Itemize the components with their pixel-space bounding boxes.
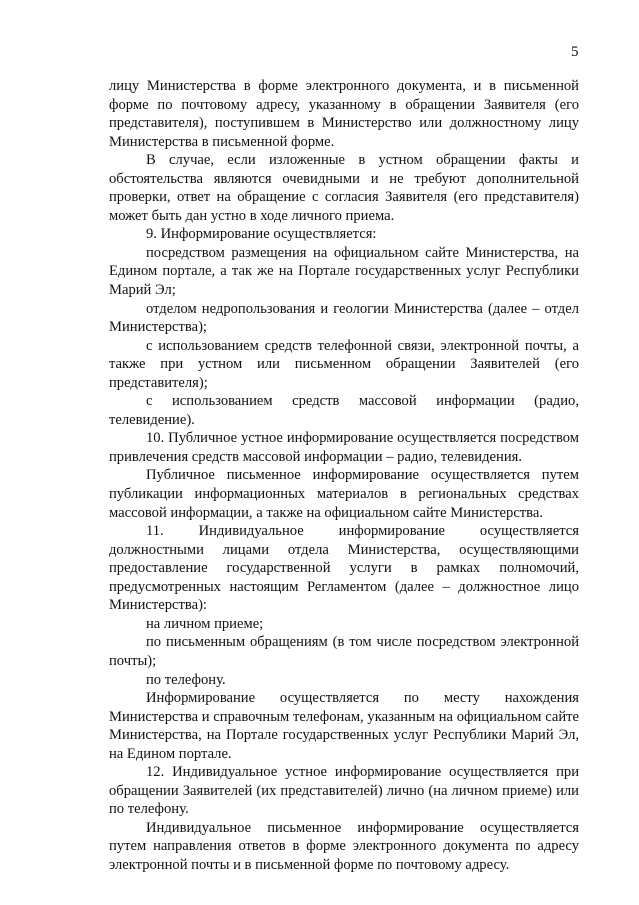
paragraph: 11. Индивидуальное информирование осуществляется должностными лицами отдела Министерства, осуществляющими предоставление государственной услуги в рамках полномочий, предусмотренных настоящим Регламентом (далее – должностное лицо Министерства):: [109, 523, 579, 614]
document-body: [109, 77, 579, 875]
paragraph: посредством размещения на официальном сайте Министерства, на Едином портале, а так же на Портале государственных услуг Республики Марий Эл;: [109, 244, 579, 299]
paragraph: 12. Индивидуальное устное информирование осуществляется при обращении Заявителей (их представителей) лично (на личном приеме) или по телефону.: [109, 764, 579, 818]
paragraph: с использованием средств массовой информации (радио, телевидение).: [109, 393, 579, 428]
paragraph: 10. Публичное устное информирование осуществляется посредством привлечения средств массовой информации – радио, телевидения.: [109, 430, 579, 465]
paragraph: отделом недропользования и геологии Министерства (далее – отдел Министерства);: [109, 300, 579, 336]
paragraph: 9. Информирование осуществляется:: [146, 226, 377, 243]
paragraph: лицу Министерства в форме электронного документа, и в письменной форме по почтовому адресу, указанному в обращении Заявителя (его представителя), поступившем в Министерство или должностному лицу Министерства в письменной форме.: [109, 78, 579, 150]
paragraph: В случае, если изложенные в устном обращении факты и обстоятельства являются очевидными и не требуют дополнительной проверки, ответ на обращение с согласия Заявителя (его представителя) может быть дан устно в ходе личного приема.: [109, 152, 579, 224]
paragraph: по телефону.: [146, 671, 226, 688]
paragraph: Индивидуальное письменное информирование осуществляется путем направления ответов в форме электронного документа по адресу электронной почты и в письменной форме по почтовому адресу.: [109, 819, 579, 873]
paragraph: Публичное письменное информирование осуществляется путем публикации информационных материалов в региональных средствах массовой информации, а также на официальном сайте Министерства.: [109, 467, 579, 521]
paragraph: с использованием средств телефонной связи, электронной почты, а также при устном или письменном обращении Заявителей (его представителя);: [109, 337, 579, 391]
paragraph: Информирование осуществляется по месту нахождения Министерства и справочным телефонам, указанным на официальном сайте Министерства, на Портале государственных услуг Республики Марий Эл, на Едином портале.: [109, 690, 579, 762]
page-number: 5: [571, 44, 579, 60]
paragraph: на личном приеме;: [146, 615, 264, 632]
paragraph: по письменным обращениям (в том числе посредством электронной почты);: [109, 634, 579, 669]
